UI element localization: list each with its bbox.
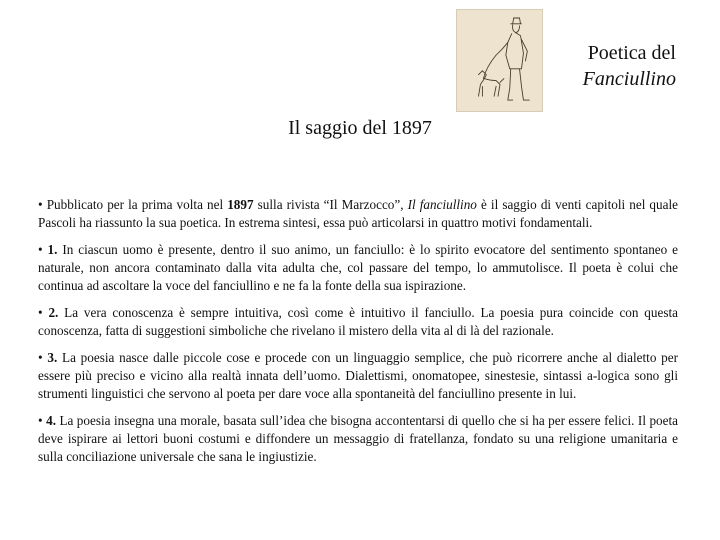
title-line-1: Poetica del	[587, 42, 676, 64]
paragraph-text: è il saggio di venti capitoli nel quale Pascoli ha riassunto la sua poetica. In estrema sintesi, essa può articolarsi in quattro motivi fondamentali.	[38, 197, 678, 230]
paragraph-text: In ciascun uomo è presente, dentro il suo animo, un fanciullo: è lo spirito evocatore del sentimento spontaneo e naturale, non ancora contaminato dalla vita adulta che, col passare del tempo, lo ammutolisce. Il poeta è colui che continua ad ascoltare la voce del fanciullino e ne fa la fonte della sua ispirazione.	[38, 242, 679, 293]
point-number: 1.	[47, 242, 58, 257]
title-line-2: Fanciullino	[582, 68, 676, 90]
paragraph-text: Pubblicato per la prima volta nel	[46, 197, 228, 212]
point-number: 2.	[48, 305, 59, 320]
body-text	[38, 196, 678, 475]
paragraph-text: La poesia insegna una morale, basata sull’idea che bisogna accontentarsi di quello che si ha per essere felici. Il poeta deve ispirare ai lettori buoni costumi e diffondere un messaggio di fratellanza, fondato su una religione umanitaria e sulla conciliazione universale che sana le ingiustizie.	[38, 413, 679, 464]
paragraph-text: La vera conoscenza è sempre intuitiva, così come è intuitivo il fanciullo. La poesia pura coincide con questa conoscenza, fatta di suggestioni simboliche che rivelano il mistero della vita al di là del razionale.	[38, 305, 678, 338]
slide-subtitle: Il saggio del 1897	[288, 117, 432, 139]
bullet: •	[38, 242, 43, 257]
slide-title	[583, 40, 676, 92]
point-2-paragraph	[38, 304, 678, 340]
paragraph-text: sulla rivista “Il Marzocco”,	[253, 197, 408, 212]
year-bold: 1897	[227, 197, 254, 212]
bullet: •	[38, 197, 43, 212]
intro-paragraph	[38, 196, 678, 232]
pascoli-dog-sketch-illustration	[456, 9, 543, 112]
point-4-paragraph	[38, 412, 678, 466]
work-title-italic: Il fanciullino	[407, 197, 477, 212]
bullet: •	[38, 305, 43, 320]
point-3-paragraph	[38, 349, 678, 403]
point-number: 4.	[46, 413, 56, 428]
paragraph-text: La poesia nasce dalle piccole cose e procede con un linguaggio semplice, che può ricorrere anche al dialetto per essere più preciso e vicino alla realtà innata dell’uomo. Dialettismi, onomatopee, sinestesie, sintassi a-logica sono gli strumenti linguistici che servono al poeta per dare voce alla spontaneità del fanciullino presente in lui.	[38, 350, 678, 401]
man-with-dog-drawing	[457, 10, 542, 111]
point-1-paragraph	[38, 241, 678, 295]
bullet: •	[38, 350, 43, 365]
point-number: 3.	[47, 350, 58, 365]
bullet: •	[38, 413, 43, 428]
